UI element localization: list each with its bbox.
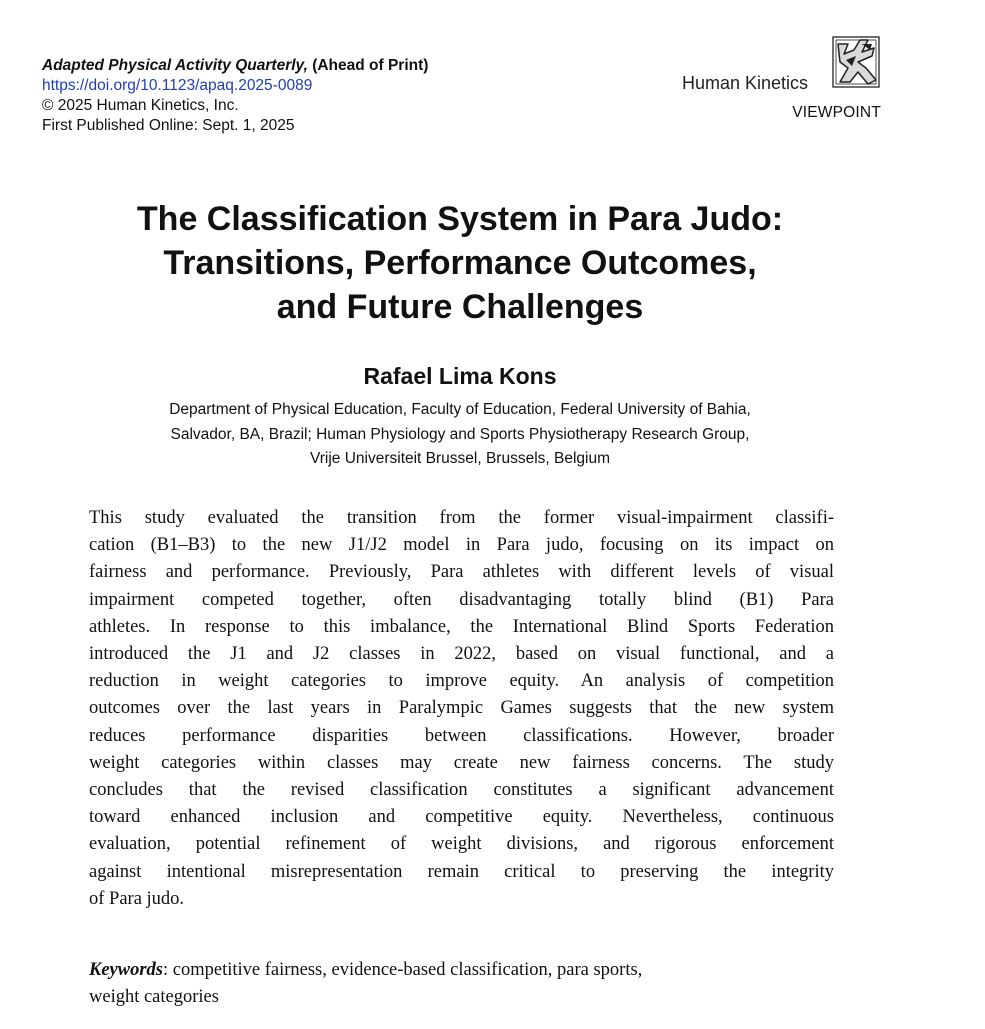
abstract-line: fairness and performance. Previously, Para athletes with different levels of visual	[89, 562, 834, 583]
abstract-line: toward enhanced inclusion and competitive equity. Nevertheless, continuous	[89, 807, 834, 828]
abstract-line: impairment competed together, often disadvantaging totally blind (B1) Para	[89, 589, 834, 610]
journal-citation-line	[42, 56, 428, 76]
affiliation-line: Department of Physical Education, Faculty of Education, Federal University of Bahia,	[169, 401, 751, 418]
publisher-name: Human Kinetics	[682, 73, 809, 93]
abstract-line: weight categories within classes may create new fairness concerns. The study	[89, 752, 834, 773]
keywords-line	[89, 957, 834, 984]
abstract	[89, 505, 834, 913]
author-name: Rafael Lima Kons	[363, 363, 557, 389]
abstract-line: outcomes over the last years in Paralympic Games suggests that the new system	[89, 698, 834, 719]
human-kinetics-logo-icon	[832, 36, 880, 88]
abstract-line: This study evaluated the transition from the former visual-impairment classifi-	[89, 508, 834, 528]
keywords-text: weight categories	[89, 987, 219, 1008]
doi-link[interactable]: https://doi.org/10.1123/apaq.2025-0089	[42, 77, 313, 94]
journal-status: (Ahead of Print)	[307, 57, 429, 74]
keywords-label: Keywords	[89, 960, 163, 980]
keywords-separator: :	[163, 960, 169, 980]
title-line: and Future Challenges	[276, 288, 644, 326]
abstract-line: athletes. In response to this imbalance, the International Blind Sports Federation	[89, 616, 834, 637]
affiliation-line: Salvador, BA, Brazil; Human Physiology and Sports Physiotherapy Research Group,	[170, 425, 750, 443]
title-line: The Classification System in Para Judo:	[136, 200, 784, 238]
abstract-line: reduction in weight categories to improve equity. An analysis of competition	[89, 671, 834, 692]
keywords	[89, 957, 834, 1011]
abstract-line: concludes that the revised classification constitutes a significant advancement	[89, 780, 834, 801]
journal-meta	[42, 56, 428, 136]
abstract-line: of Para judo.	[89, 888, 185, 909]
keywords-text: competitive fairness, evidence-based classification, para sports,	[168, 960, 643, 980]
abstract-line: against intentional misrepresentation remain critical to preserving the integrity	[89, 861, 834, 882]
copyright-text: © 2025 Human Kinetics, Inc.	[42, 97, 239, 114]
title-line: Transitions, Performance Outcomes,	[163, 244, 757, 282]
abstract-line: introduced the J1 and J2 classes in 2022, based on visual functional, and a	[89, 644, 834, 665]
affiliation-line: Vrije Universiteit Brussel, Brussels, Belgium	[309, 450, 611, 467]
abstract-line: evaluation, potential refinement of weight divisions, and rigorous enforcement	[89, 834, 834, 855]
abstract-line: reduces performance disparities between classifications. However, broader	[89, 725, 834, 746]
first-published-date: First Published Online: Sept. 1, 2025	[42, 117, 295, 134]
publisher-block	[680, 36, 885, 126]
author-affiliation	[20, 398, 900, 472]
journal-name: Adapted Physical Activity Quarterly,	[42, 57, 308, 74]
abstract-line: cation (B1–B3) to the new J1/J2 model in Para judo, focusing on its impact on	[89, 535, 834, 556]
article-title	[20, 197, 900, 329]
article-type-label: VIEWPOINT	[792, 104, 881, 121]
